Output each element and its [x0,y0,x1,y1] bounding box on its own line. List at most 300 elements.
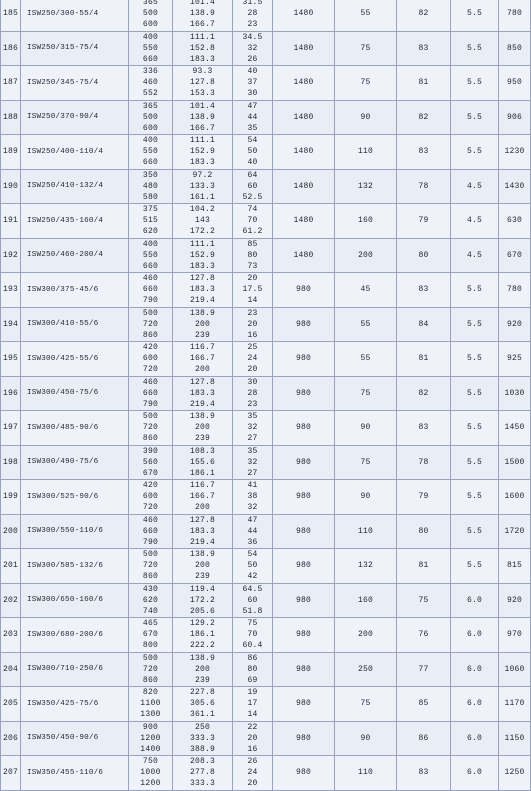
flow-secondary-value: 186.1 [189,468,215,478]
head-value: 31.5 [242,0,263,8]
flow-secondary-values [173,307,233,342]
weight-value: 1150 [499,721,531,756]
flow-secondary-value: 208.3 [189,757,215,767]
pump-model: ISW350/425-75/6 [21,687,129,722]
npsh-value: 5.5 [451,135,499,170]
head-values [233,66,273,101]
head-value: 50 [247,147,258,157]
speed-value: 980 [273,687,335,722]
flow-values [129,687,173,722]
speed-value: 980 [273,721,335,756]
head-value: 41 [247,481,258,491]
npsh-value: 6.0 [451,652,499,687]
flow-value: 860 [142,675,159,685]
flow-secondary-values [173,687,233,722]
flow-secondary-value: 239 [194,330,210,340]
weight-value: 1720 [499,514,531,549]
flow-value: 860 [142,572,159,582]
flow-value: 400 [142,239,159,249]
head-value: 17 [247,699,258,709]
power-value: 55 [335,307,397,342]
npsh-value: 6.0 [451,583,499,618]
npsh-value: 4.5 [451,238,499,273]
flow-value: 420 [142,343,159,353]
head-values [233,514,273,549]
head-value: 42 [247,572,258,582]
flow-secondary-value: 111.1 [189,136,215,146]
row-number: 188 [1,100,21,135]
flow-value: 550 [142,250,159,260]
flow-values [129,307,173,342]
head-value: 44 [247,112,258,122]
flow-secondary-value: 277.8 [189,768,215,778]
head-value: 22 [247,722,258,732]
speed-value: 1480 [273,0,335,31]
head-value: 32 [247,423,258,433]
flow-value: 600 [142,123,159,133]
speed-value: 980 [273,480,335,515]
npsh-value: 4.5 [451,204,499,239]
row-number: 195 [1,342,21,377]
flow-value: 660 [142,54,159,64]
pump-model: ISW250/315-75/4 [21,31,129,66]
npsh-value: 5.5 [451,514,499,549]
head-values [233,376,273,411]
flow-secondary-values [173,376,233,411]
speed-value: 1480 [273,169,335,204]
flow-value: 500 [142,9,159,19]
flow-secondary-value: 183.3 [189,158,215,168]
head-value: 19 [247,688,258,698]
pump-model: ISW300/485-90/6 [21,411,129,446]
flow-value: 420 [142,481,159,491]
flow-secondary-values [173,31,233,66]
flow-value: 1200 [140,733,161,743]
row-number: 191 [1,204,21,239]
speed-value: 980 [273,376,335,411]
flow-value: 430 [142,584,159,594]
pump-model: ISW300/410-55/6 [21,307,129,342]
flow-value: 790 [142,537,159,547]
flow-value: 552 [142,89,159,99]
row-number: 199 [1,480,21,515]
weight-value: 815 [499,549,531,584]
flow-secondary-values [173,583,233,618]
flow-value: 500 [142,412,159,422]
head-value: 80 [247,664,258,674]
flow-value: 465 [142,619,159,629]
pump-model: ISW350/450-90/6 [21,721,129,756]
power-value: 45 [335,273,397,308]
flow-values [129,238,173,273]
npsh-value: 5.5 [451,480,499,515]
flow-secondary-values [173,273,233,308]
flow-secondary-values [173,480,233,515]
head-values [233,687,273,722]
head-value: 34.5 [242,32,263,42]
pump-model: ISW250/370-90/4 [21,100,129,135]
efficiency-value: 83 [397,411,451,446]
flow-secondary-value: 138.9 [189,412,215,422]
head-values [233,652,273,687]
flow-values [129,756,173,791]
flow-value: 460 [142,515,159,525]
flow-value: 900 [142,722,159,732]
pump-model: ISW250/400-110/4 [21,135,129,170]
flow-value: 550 [142,147,159,157]
weight-value: 906 [499,100,531,135]
head-value: 54 [247,136,258,146]
efficiency-value: 81 [397,66,451,101]
flow-value: 350 [142,170,159,180]
head-value: 47 [247,101,258,111]
flow-values [129,66,173,101]
head-value: 16 [247,744,258,754]
flow-secondary-value: 183.3 [189,526,215,536]
flow-value: 460 [142,274,159,284]
flow-secondary-values [173,204,233,239]
weight-value: 1170 [499,687,531,722]
flow-value: 500 [142,653,159,663]
head-value: 30 [247,377,258,387]
head-value: 17.5 [242,285,263,295]
flow-secondary-value: 127.8 [189,274,215,284]
flow-value: 620 [142,227,159,237]
pump-model: ISW250/460-200/4 [21,238,129,273]
head-value: 75 [247,619,258,629]
head-value: 50 [247,561,258,571]
npsh-value: 5.5 [451,445,499,480]
head-value: 25 [247,343,258,353]
pump-model: ISW300/490-75/6 [21,445,129,480]
flow-value: 720 [142,423,159,433]
flow-value: 375 [142,205,159,215]
flow-value: 620 [142,595,159,605]
flow-secondary-value: 97.2 [192,170,213,180]
flow-values [129,618,173,653]
flow-secondary-value: 116.7 [189,343,215,353]
speed-value: 980 [273,756,335,791]
weight-value: 1450 [499,411,531,446]
flow-values [129,480,173,515]
flow-secondary-value: 127.8 [189,377,215,387]
table-row [1,66,531,101]
table-row [1,169,531,204]
row-number: 203 [1,618,21,653]
flow-secondary-value: 116.7 [189,481,215,491]
pump-model: ISW250/435-160/4 [21,204,129,239]
flow-value: 1300 [140,710,161,720]
speed-value: 980 [273,307,335,342]
head-value: 37 [247,78,258,88]
head-values [233,721,273,756]
flow-secondary-value: 127.8 [189,515,215,525]
flow-secondary-value: 161.1 [189,192,215,202]
pump-model: ISW250/410-132/4 [21,169,129,204]
flow-value: 740 [142,606,159,616]
pump-model: ISW300/710-250/6 [21,652,129,687]
efficiency-value: 78 [397,169,451,204]
row-number: 204 [1,652,21,687]
flow-secondary-values [173,756,233,791]
weight-value: 1030 [499,376,531,411]
flow-secondary-value: 205.6 [189,606,215,616]
power-value: 90 [335,411,397,446]
flow-values [129,514,173,549]
flow-secondary-value: 227.8 [189,688,215,698]
weight-value: 850 [499,31,531,66]
flow-secondary-value: 153.3 [189,89,215,99]
row-number: 197 [1,411,21,446]
flow-value: 460 [142,78,159,88]
efficiency-value: 80 [397,238,451,273]
weight-value: 1600 [499,480,531,515]
head-values [233,445,273,480]
weight-value: 950 [499,66,531,101]
flow-secondary-value: 200 [194,503,210,513]
flow-value: 365 [142,0,159,8]
npsh-value: 6.0 [451,618,499,653]
head-values [233,31,273,66]
flow-secondary-values [173,0,233,31]
flow-secondary-value: 219.4 [189,296,215,306]
pump-model: ISW300/550-110/6 [21,514,129,549]
speed-value: 980 [273,549,335,584]
power-value: 200 [335,238,397,273]
efficiency-value: 75 [397,583,451,618]
speed-value: 980 [273,273,335,308]
power-value: 132 [335,169,397,204]
pump-model: ISW300/425-55/6 [21,342,129,377]
head-value: 20 [247,274,258,284]
flow-value: 515 [142,216,159,226]
efficiency-value: 80 [397,514,451,549]
flow-secondary-value: 183.3 [189,54,215,64]
head-values [233,0,273,31]
pump-model: ISW250/300-55/4 [21,0,129,31]
efficiency-value: 79 [397,480,451,515]
flow-value: 580 [142,192,159,202]
table-row [1,480,531,515]
efficiency-value: 83 [397,756,451,791]
table-row [1,411,531,446]
npsh-value: 5.5 [451,100,499,135]
speed-value: 1480 [273,204,335,239]
flow-value: 400 [142,32,159,42]
flow-value: 860 [142,434,159,444]
flow-secondary-value: 388.9 [189,744,215,754]
flow-value: 670 [142,630,159,640]
power-value: 55 [335,342,397,377]
head-values [233,618,273,653]
npsh-value: 5.5 [451,31,499,66]
power-value: 110 [335,135,397,170]
npsh-value: 5.5 [451,549,499,584]
weight-value: 920 [499,583,531,618]
flow-value: 1100 [140,699,161,709]
table-row [1,652,531,687]
head-value: 36 [247,537,258,547]
speed-value: 980 [273,652,335,687]
head-values [233,238,273,273]
flow-value: 790 [142,399,159,409]
head-value: 51.8 [242,606,263,616]
table-row [1,549,531,584]
flow-value: 660 [142,388,159,398]
flow-secondary-values [173,411,233,446]
flow-secondary-value: 200 [194,423,210,433]
table-row [1,756,531,791]
flow-secondary-value: 133.3 [189,181,215,191]
flow-secondary-value: 166.7 [189,492,215,502]
row-number: 194 [1,307,21,342]
head-value: 35 [247,446,258,456]
head-value: 24 [247,354,258,364]
flow-value: 1400 [140,744,161,754]
head-value: 16 [247,330,258,340]
head-value: 40 [247,158,258,168]
power-value: 90 [335,100,397,135]
flow-value: 600 [142,354,159,364]
flow-secondary-value: 111.1 [189,32,215,42]
flow-secondary-value: 129.2 [189,619,215,629]
flow-value: 720 [142,503,159,513]
head-value: 27 [247,434,258,444]
flow-value: 720 [142,664,159,674]
flow-values [129,135,173,170]
flow-value: 720 [142,319,159,329]
head-value: 32 [247,457,258,467]
flow-secondary-value: 104.2 [189,205,215,215]
weight-value: 780 [499,0,531,31]
table-body [1,0,531,790]
flow-value: 720 [142,561,159,571]
head-value: 32 [247,503,258,513]
flow-value: 500 [142,112,159,122]
npsh-value: 4.5 [451,169,499,204]
head-value: 80 [247,250,258,260]
flow-secondary-value: 172.2 [189,595,215,605]
pump-model: ISW300/680-200/6 [21,618,129,653]
head-value: 28 [247,9,258,19]
flow-values [129,342,173,377]
flow-secondary-value: 166.7 [189,123,215,133]
flow-secondary-values [173,66,233,101]
flow-value: 800 [142,641,159,651]
pump-model: ISW350/455-110/6 [21,756,129,791]
power-value: 110 [335,756,397,791]
power-value: 160 [335,583,397,618]
head-value: 23 [247,399,258,409]
npsh-value: 5.5 [451,66,499,101]
table-row [1,307,531,342]
head-value: 20 [247,733,258,743]
flow-secondary-value: 152.9 [189,147,215,157]
row-number: 190 [1,169,21,204]
head-values [233,169,273,204]
head-values [233,480,273,515]
head-value: 24 [247,768,258,778]
head-value: 74 [247,205,258,215]
efficiency-value: 81 [397,342,451,377]
flow-value: 1200 [140,779,161,789]
efficiency-value: 83 [397,31,451,66]
speed-value: 1480 [273,31,335,66]
power-value: 75 [335,445,397,480]
head-value: 52.5 [242,192,263,202]
weight-value: 970 [499,618,531,653]
weight-value: 670 [499,238,531,273]
npsh-value: 5.5 [451,307,499,342]
head-values [233,273,273,308]
efficiency-value: 82 [397,376,451,411]
power-value: 132 [335,549,397,584]
flow-values [129,31,173,66]
npsh-value: 5.5 [451,273,499,308]
power-value: 250 [335,652,397,687]
flow-secondary-values [173,135,233,170]
npsh-value: 6.0 [451,721,499,756]
speed-value: 1480 [273,66,335,101]
flow-values [129,583,173,618]
head-values [233,100,273,135]
head-value: 61.2 [242,227,263,237]
table-row [1,100,531,135]
flow-secondary-values [173,514,233,549]
head-value: 54 [247,550,258,560]
flow-values [129,0,173,31]
flow-secondary-value: 138.9 [189,550,215,560]
pump-model: ISW300/450-75/6 [21,376,129,411]
flow-secondary-value: 239 [194,675,210,685]
flow-values [129,411,173,446]
head-value: 85 [247,239,258,249]
flow-secondary-value: 250 [194,722,210,732]
power-value: 90 [335,480,397,515]
head-value: 30 [247,89,258,99]
table-row [1,31,531,66]
table-row [1,342,531,377]
efficiency-value: 84 [397,307,451,342]
flow-values [129,273,173,308]
flow-value: 365 [142,101,159,111]
row-number: 205 [1,687,21,722]
head-value: 44 [247,526,258,536]
table-row [1,0,531,31]
row-number: 185 [1,0,21,31]
power-value: 90 [335,721,397,756]
power-value: 110 [335,514,397,549]
head-value: 14 [247,710,258,720]
efficiency-value: 86 [397,721,451,756]
flow-value: 550 [142,43,159,53]
flow-secondary-value: 186.1 [189,630,215,640]
head-value: 26 [247,757,258,767]
head-value: 14 [247,296,258,306]
head-value: 32 [247,43,258,53]
flow-secondary-values [173,549,233,584]
flow-secondary-value: 138.9 [189,308,215,318]
head-value: 20 [247,779,258,789]
pump-model: ISW300/585-132/6 [21,549,129,584]
head-value: 35 [247,412,258,422]
flow-value: 600 [142,492,159,502]
speed-value: 980 [273,514,335,549]
head-values [233,307,273,342]
flow-secondary-value: 166.7 [189,354,215,364]
weight-value: 1230 [499,135,531,170]
flow-secondary-value: 183.3 [189,261,215,271]
